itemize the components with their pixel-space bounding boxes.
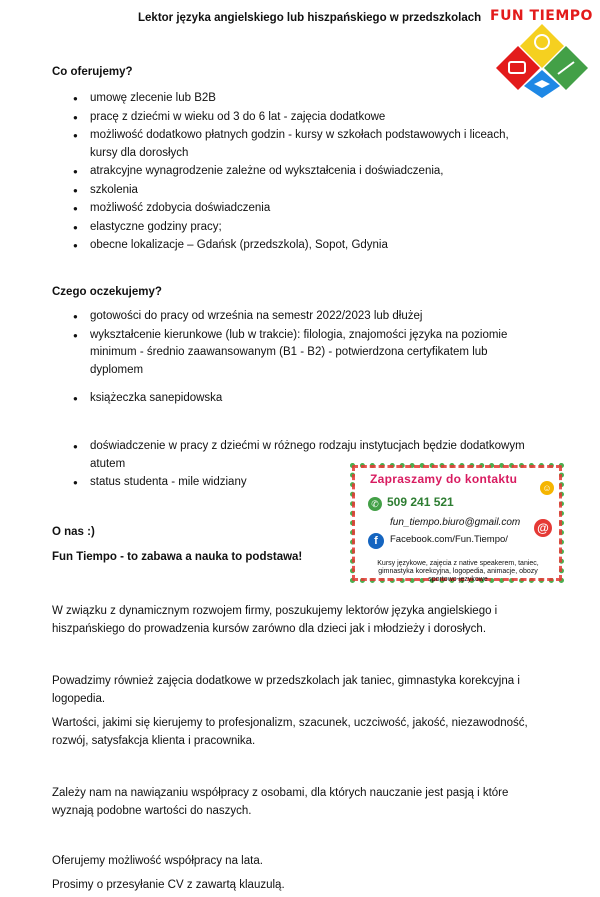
at-icon: @ bbox=[534, 519, 552, 537]
contact-phone: 509 241 521 bbox=[387, 495, 454, 509]
expect-heading: Czego oczekujemy? bbox=[52, 286, 162, 298]
expect-list-a bbox=[52, 308, 532, 380]
contact-email: fun_tiempo.biuro@gmail.com bbox=[390, 517, 521, 528]
page-title: Lektor języka angielskiego lub hiszpańskiego w przedszkolach bbox=[138, 12, 482, 24]
paragraph: W związku z dynamicznym rozwojem firmy, poszukujemy lektorów języka angielskiego i hiszpańskiego do prowadzenia kursów zarówno dla dzieci jak i młodzieży i dorosłych. bbox=[52, 605, 498, 635]
contact-card bbox=[350, 463, 564, 583]
logo-text: FUN TIEMPO bbox=[490, 8, 593, 24]
list-item: ● szkolenia bbox=[52, 182, 532, 200]
paragraph: Powadzimy również zajęcia dodatkowe w przedszkolach jak taniec, gimnastyka korekcyjna i logopedia. bbox=[52, 675, 520, 705]
paragraph: Zależy nam na nawiązaniu współpracy z osobami, dla których nauczanie jest pasją i które wyznają podobne wartości do naszych. bbox=[52, 787, 509, 817]
list-item: ● umowę zlecenie lub B2B bbox=[52, 90, 532, 108]
list-item: ● doświadczenie w pracy z dziećmi w różnego rodzaju instytucjach będzie dodatkowym atutem bbox=[52, 438, 542, 473]
paragraph: Wartości, jakimi się kierujemy to profesjonalizm, szacunek, uczciwość, jakość, niezawodność, rozwój, satysfakcja klienta i pracownika. bbox=[52, 717, 528, 747]
offer-heading: Co oferujemy? bbox=[52, 66, 133, 78]
list-item: ● możliwość dodatkowo płatnych godzin - kursy w szkołach podstawowych i liceach, kursy dla dorosłych bbox=[52, 127, 532, 162]
list-item: ● atrakcyjne wynagrodzenie zależne od wykształcenia i doświadczenia, bbox=[52, 163, 532, 181]
list-item: ● pracę z dziećmi w wieku od 3 do 6 lat - zajęcia dodatkowe bbox=[52, 109, 532, 127]
contact-facebook: Facebook.com/Fun.Tiempo/ bbox=[390, 534, 508, 545]
contact-heading: Zapraszamy do kontaktu bbox=[370, 472, 518, 486]
fun-tiempo-logo-icon bbox=[492, 24, 592, 98]
about-heading: O nas :) bbox=[52, 526, 95, 538]
list-item: ● elastyczne godziny pracy; bbox=[52, 219, 532, 237]
list-item: ● książeczka sanepidowska bbox=[52, 390, 532, 408]
list-item: ● status studenta - mile widziany bbox=[52, 474, 332, 492]
expect-list-b bbox=[52, 390, 532, 409]
facebook-icon: f bbox=[368, 533, 384, 549]
paragraph: Prosimy o przesyłanie CV z zawartą klauzulą. bbox=[52, 879, 285, 891]
offer-list bbox=[52, 90, 532, 256]
list-item: ● obecne lokalizacje – Gdańsk (przedszkola), Sopot, Gdynia bbox=[52, 237, 532, 255]
about-slogan: Fun Tiempo - to zabawa a nauka to podstawa! bbox=[52, 551, 303, 563]
contact-description: Kursy językowe, zajęcia z native speakerem, taniec, gimnastyka korekcyjna, logopedia, animacje, obozy sportowo-językowe bbox=[377, 560, 539, 583]
list-item: ● wykształcenie kierunkowe (lub w trakcie): filologia, znajomości języka na poziomie minimum - średnio zaawansowanym (B1 - B2) - potwierdzona certyfikatem lub dyplomem bbox=[52, 327, 532, 380]
smile-icon: ☺ bbox=[540, 481, 554, 495]
expect-list-d bbox=[52, 474, 332, 493]
list-item: ● możliwość zdobycia doświadczenia bbox=[52, 200, 532, 218]
phone-icon: ✆ bbox=[368, 497, 382, 511]
paragraph: Oferujemy możliwość współpracy na lata. bbox=[52, 855, 263, 867]
list-item: ● gotowości do pracy od września na semestr 2022/2023 lub dłużej bbox=[52, 308, 532, 326]
